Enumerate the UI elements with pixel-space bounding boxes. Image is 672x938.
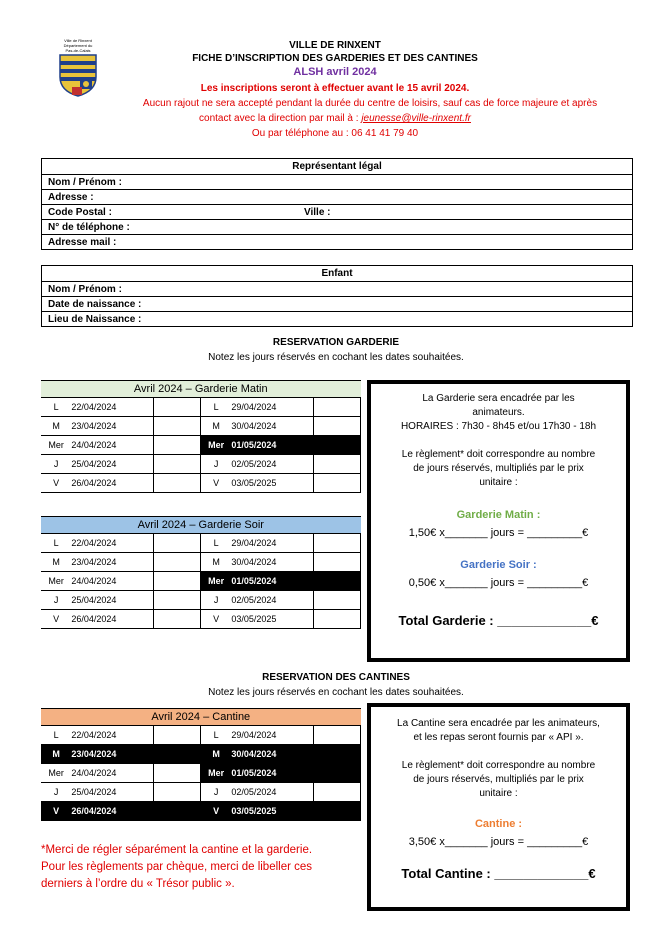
- date-row: [41, 436, 361, 455]
- cantine-table: [41, 708, 361, 821]
- day-letter: L: [200, 726, 231, 745]
- enfant-table: [41, 265, 633, 327]
- garderie-info-box: [367, 380, 630, 662]
- checkbox-cell[interactable]: [154, 474, 201, 493]
- enfant-lieu-label: Lieu de Naissance :: [48, 314, 142, 325]
- rep-adresse[interactable]: [42, 189, 632, 204]
- garderie-soir-calc[interactable]: 0,50€ x_______ jours = _________€: [408, 577, 589, 589]
- date-cell: 22/04/2024: [71, 726, 153, 745]
- enfant-nom[interactable]: [42, 281, 632, 296]
- box-text: Le règlement* doit correspondre au nombre: [401, 760, 596, 771]
- rep-mail[interactable]: [42, 234, 632, 249]
- logo-line: Ville de Rinxent: [64, 38, 92, 43]
- date-cell: 30/04/2024: [231, 417, 313, 436]
- rep-tel[interactable]: [42, 219, 632, 234]
- day-letter: V: [200, 610, 231, 629]
- cantine-header: Avril 2024 – Cantine: [41, 709, 361, 726]
- date-row: [41, 553, 361, 572]
- checkbox-cell: [314, 436, 361, 455]
- date-row: [41, 455, 361, 474]
- day-letter: M: [200, 745, 231, 764]
- rep-tel-label: N° de téléphone :: [48, 222, 130, 233]
- checkbox-cell: [314, 764, 361, 783]
- rep-mail-label: Adresse mail :: [48, 237, 117, 248]
- day-letter: L: [200, 398, 231, 417]
- date-cell: 25/04/2024: [71, 455, 153, 474]
- checkbox-cell: [154, 745, 201, 764]
- date-cell: 29/04/2024: [231, 726, 313, 745]
- date-cell: 01/05/2024: [231, 764, 313, 783]
- checkbox-cell[interactable]: [314, 455, 361, 474]
- day-letter: M: [41, 417, 71, 436]
- date-row: [41, 591, 361, 610]
- date-row: [41, 764, 361, 783]
- day-letter: J: [41, 591, 71, 610]
- date-row: [41, 398, 361, 417]
- date-cell: 25/04/2024: [71, 783, 153, 802]
- logo: [56, 38, 100, 98]
- checkbox-cell[interactable]: [314, 553, 361, 572]
- payment-note: [41, 842, 361, 893]
- day-letter: Mer: [200, 764, 231, 783]
- date-cell: 02/05/2024: [231, 455, 313, 474]
- checkbox-cell[interactable]: [314, 783, 361, 802]
- rep-nom[interactable]: [42, 174, 632, 189]
- checkbox-cell[interactable]: [154, 610, 201, 629]
- day-letter: L: [41, 534, 71, 553]
- date-row: [41, 572, 361, 591]
- representant-table: [41, 158, 633, 250]
- note-line: Pour les règlements par chèque, merci de libeller ces: [41, 861, 313, 873]
- enfant-title: Enfant: [321, 268, 353, 279]
- date-cell: 30/04/2024: [231, 745, 313, 764]
- date-row: [41, 417, 361, 436]
- rep-cp-label: Code Postal :: [48, 207, 112, 218]
- representant-title: Représentant légal: [292, 161, 382, 172]
- date-cell: 29/04/2024: [231, 398, 313, 417]
- rep-cp-ville[interactable]: [42, 204, 632, 219]
- day-letter: V: [41, 610, 71, 629]
- garderie-matin-calc[interactable]: 1,50€ x_______ jours = _________€: [408, 527, 589, 539]
- date-row: [41, 745, 361, 764]
- note-line: derniers à l’ordre du « Trésor public ».: [41, 878, 235, 890]
- email-link[interactable]: jeunesse@ville-rinxent.fr: [361, 113, 471, 124]
- garderie-matin-label: Garderie Matin :: [456, 509, 541, 521]
- day-letter: V: [41, 474, 71, 493]
- garderie-subtitle: Notez les jours réservés en cochant les dates souhaitées.: [208, 352, 464, 363]
- garderie-matin-header: Avril 2024 – Garderie Matin: [41, 381, 361, 398]
- checkbox-cell[interactable]: [314, 417, 361, 436]
- checkbox-cell[interactable]: [154, 764, 201, 783]
- header-notice: Aucun rajout ne sera accepté pendant la durée du centre de loisirs, sauf cas de force majeure et après: [142, 98, 598, 109]
- checkbox-cell[interactable]: [154, 591, 201, 610]
- day-letter: M: [200, 553, 231, 572]
- header-phone: Ou par téléphone au : 06 41 41 79 40: [251, 128, 419, 139]
- checkbox-cell: [314, 745, 361, 764]
- rep-ville-label: Ville :: [304, 207, 331, 218]
- logo-text: [56, 38, 100, 53]
- day-letter: M: [200, 417, 231, 436]
- header-title-2: FICHE D’INSCRIPTION DES GARDERIES ET DES CANTINES: [192, 53, 478, 64]
- date-cell: 03/05/2025: [231, 610, 313, 629]
- checkbox-cell[interactable]: [154, 534, 201, 553]
- cantine-total[interactable]: Total Cantine : _____________€: [401, 866, 596, 881]
- checkbox-cell: [314, 572, 361, 591]
- garderie-matin-table: [41, 380, 361, 493]
- enfant-naissance[interactable]: [42, 296, 632, 311]
- date-cell: 01/05/2024: [231, 436, 313, 455]
- logo-line: Pas-de-Calais: [65, 48, 91, 53]
- date-cell: 26/04/2024: [71, 802, 153, 821]
- day-letter: V: [41, 802, 71, 821]
- coat-of-arms-icon: [58, 53, 98, 97]
- garderie-title: RESERVATION GARDERIE: [272, 337, 400, 348]
- day-letter: J: [200, 783, 231, 802]
- date-row: [41, 802, 361, 821]
- checkbox-cell[interactable]: [314, 726, 361, 745]
- cantine-label: Cantine :: [474, 818, 523, 830]
- date-cell: 01/05/2024: [231, 572, 313, 591]
- cantine-info-box: [367, 703, 630, 911]
- garderie-soir-header: Avril 2024 – Garderie Soir: [41, 517, 361, 534]
- day-letter: M: [41, 553, 71, 572]
- checkbox-cell[interactable]: [314, 398, 361, 417]
- rep-adresse-label: Adresse :: [48, 192, 94, 203]
- date-cell: 26/04/2024: [71, 610, 153, 629]
- box-text: unitaire :: [479, 477, 518, 488]
- date-cell: 02/05/2024: [231, 591, 313, 610]
- checkbox-cell[interactable]: [154, 553, 201, 572]
- checkbox-cell[interactable]: [314, 474, 361, 493]
- checkbox-cell[interactable]: [154, 436, 201, 455]
- date-cell: 23/04/2024: [71, 417, 153, 436]
- day-letter: L: [41, 398, 71, 417]
- checkbox-cell[interactable]: [154, 417, 201, 436]
- day-letter: Mer: [200, 572, 231, 591]
- cantine-subtitle: Notez les jours réservés en cochant les dates souhaitées.: [208, 687, 464, 698]
- header-deadline: Les inscriptions seront à effectuer avant le 15 avril 2024.: [200, 83, 470, 94]
- header-title-1: VILLE DE RINXENT: [289, 40, 381, 51]
- day-letter: J: [200, 591, 231, 610]
- date-cell: 26/04/2024: [71, 474, 153, 493]
- date-cell: 22/04/2024: [71, 534, 153, 553]
- date-row: [41, 474, 361, 493]
- header-title-3: ALSH avril 2024: [293, 66, 377, 78]
- checkbox-cell[interactable]: [314, 610, 361, 629]
- garderie-total[interactable]: Total Garderie : _____________€: [398, 613, 599, 628]
- date-cell: 02/05/2024: [231, 783, 313, 802]
- garderie-soir-table: [41, 516, 361, 629]
- date-cell: 24/04/2024: [71, 436, 153, 455]
- box-text: Le règlement* doit correspondre au nombre: [401, 449, 596, 460]
- checkbox-cell[interactable]: [314, 534, 361, 553]
- date-cell: 23/04/2024: [71, 553, 153, 572]
- checkbox-cell[interactable]: [154, 726, 201, 745]
- checkbox-cell: [314, 802, 361, 821]
- cantine-calc[interactable]: 3,50€ x_______ jours = _________€: [408, 836, 589, 848]
- day-letter: J: [200, 455, 231, 474]
- day-letter: M: [41, 745, 71, 764]
- enfant-naissance-label: Date de naissance :: [48, 299, 142, 310]
- header-contact: [100, 112, 570, 125]
- date-cell: 22/04/2024: [71, 398, 153, 417]
- day-letter: J: [41, 783, 71, 802]
- garderie-soir-label: Garderie Soir :: [460, 559, 537, 571]
- date-row: [41, 726, 361, 745]
- box-text: animateurs.: [472, 407, 525, 418]
- day-letter: Mer: [41, 764, 71, 783]
- date-cell: 24/04/2024: [71, 764, 153, 783]
- day-letter: Mer: [41, 572, 71, 591]
- date-row: [41, 534, 361, 553]
- cantine-title: RESERVATION DES CANTINES: [262, 672, 410, 683]
- day-letter: V: [200, 802, 231, 821]
- enfant-lieu[interactable]: [42, 311, 632, 326]
- date-cell: 03/05/2025: [231, 802, 313, 821]
- checkbox-cell[interactable]: [154, 783, 201, 802]
- box-text: de jours réservés, multipliés par le prix: [413, 774, 584, 785]
- day-letter: L: [41, 726, 71, 745]
- date-cell: 25/04/2024: [71, 591, 153, 610]
- date-cell: 29/04/2024: [231, 534, 313, 553]
- box-text: HORAIRES : 7h30 - 8h45 et/ou 17h30 - 18h: [400, 421, 597, 432]
- box-text: et les repas seront fournis par « API ».: [413, 732, 584, 743]
- box-text: La Garderie sera encadrée par les: [422, 393, 575, 404]
- note-line: *Merci de régler séparément la cantine et la garderie.: [41, 844, 313, 856]
- checkbox-cell[interactable]: [154, 572, 201, 591]
- box-text: de jours réservés, multipliés par le prix: [413, 463, 584, 474]
- date-row: [41, 610, 361, 629]
- box-text: unitaire :: [479, 788, 518, 799]
- date-cell: 23/04/2024: [71, 745, 153, 764]
- checkbox-cell[interactable]: [154, 455, 201, 474]
- enfant-nom-label: Nom / Prénom :: [48, 284, 122, 295]
- logo-line: Département du: [63, 43, 93, 48]
- checkbox-cell[interactable]: [314, 591, 361, 610]
- date-cell: 03/05/2025: [231, 474, 313, 493]
- date-cell: 30/04/2024: [231, 553, 313, 572]
- date-cell: 24/04/2024: [71, 572, 153, 591]
- day-letter: Mer: [41, 436, 71, 455]
- rep-nom-label: Nom / Prénom :: [48, 177, 122, 188]
- checkbox-cell[interactable]: [154, 398, 201, 417]
- day-letter: Mer: [200, 436, 231, 455]
- box-text: La Cantine sera encadrée par les animateurs,: [397, 718, 600, 729]
- day-letter: V: [200, 474, 231, 493]
- checkbox-cell: [154, 802, 201, 821]
- day-letter: L: [200, 534, 231, 553]
- day-letter: J: [41, 455, 71, 474]
- contact-text: contact avec la direction par mail à :: [199, 113, 362, 124]
- date-row: [41, 783, 361, 802]
